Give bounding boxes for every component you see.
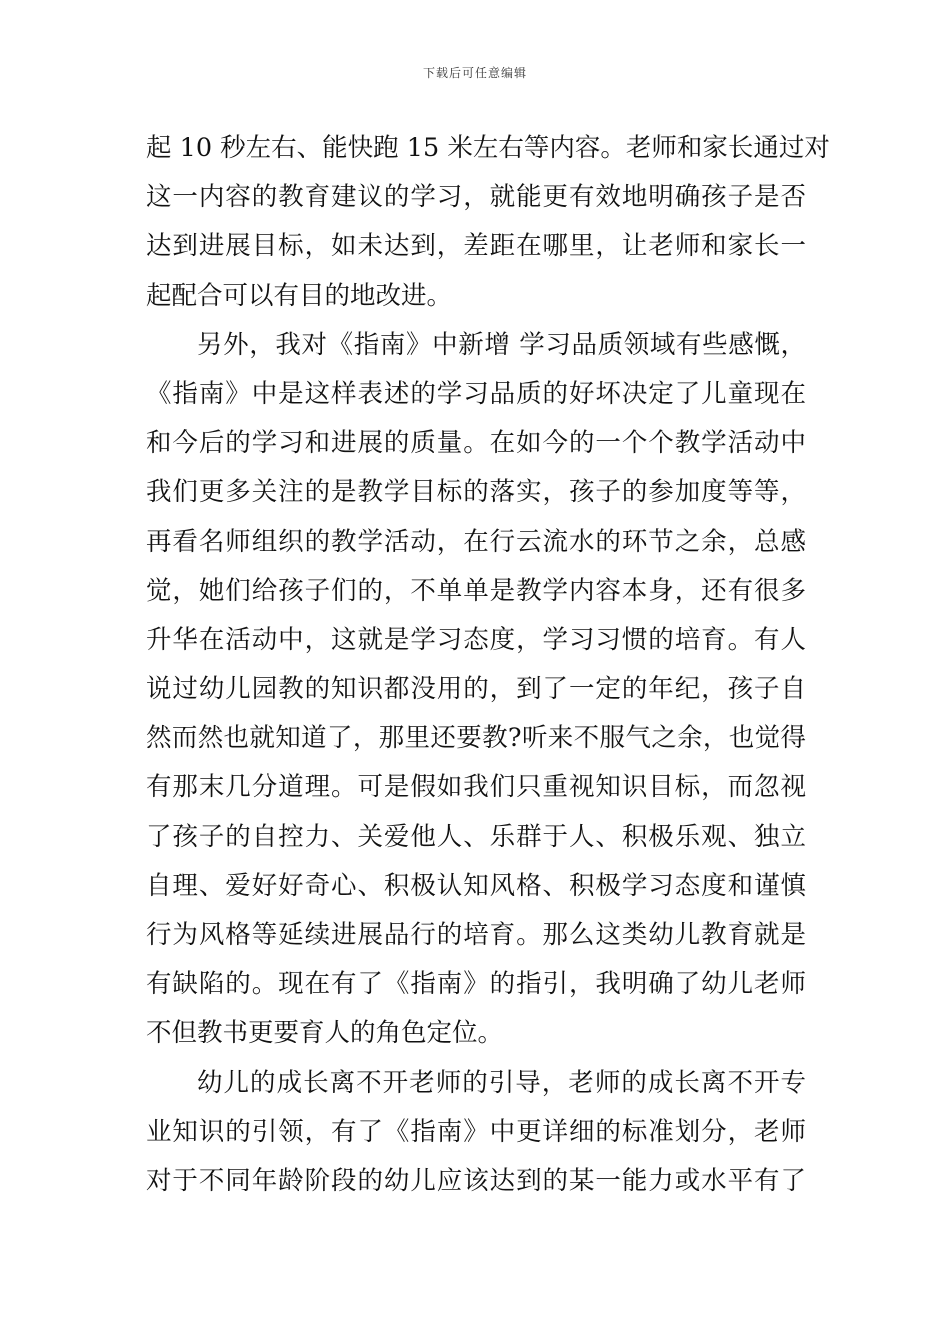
text-line: 有那末几分道理。可是假如我们只重视知识目标，而忽视 — [146, 772, 806, 803]
text-line: 觉，她们给孩子们的，不单单是教学内容本身，还有很多 — [146, 575, 806, 606]
text-line: 和今后的学习和进展的质量。在如今的一个个教学活动中 — [146, 428, 806, 459]
text-line: 我们更多关注的是教学目标的落实，孩子的参加度等等， — [146, 477, 806, 508]
text-line: 起 10 秒左右、能快跑 15 米左右等内容。老师和家长通过对 — [146, 133, 830, 163]
body-text — [146, 124, 830, 1206]
text-line: 不但教书更要育人的角色定位。 — [146, 1018, 504, 1049]
text-line: 达到进展目标，如未达到，差距在哪里，让老师和家长一 — [146, 231, 806, 262]
text-line: 另外，我对《指南》中新增 学习品质领域有些感慨， — [197, 329, 806, 360]
text-line: 《指南》中是这样表述的学习品质的好坏决定了儿童现在 — [146, 378, 806, 409]
text-line: 再看名师组织的教学活动，在行云流水的环节之余，总感 — [146, 526, 806, 557]
text-line: 这一内容的教育建议的学习，就能更有效地明确孩子是否 — [146, 182, 806, 213]
text-line: 升华在活动中，这就是学习态度，学习习惯的培育。有人 — [146, 624, 806, 655]
text-line: 说过幼儿园教的知识都没用的，到了一定的年纪，孩子自 — [146, 674, 806, 705]
text-line: 自理、爱好好奇心、积极认知风格、积极学习态度和谨慎 — [146, 870, 806, 901]
text-line: 幼儿的成长离不开老师的引导，老师的成长离不开专 — [197, 1067, 806, 1098]
text-line: 然而然也就知道了，那里还要教?听来不服气之余，也觉得 — [146, 723, 806, 754]
text-line: 有缺陷的。现在有了《指南》的指引，我明确了幼儿老师 — [146, 969, 806, 1000]
text-line: 行为风格等延续进展品行的培育。那么这类幼儿教育就是 — [146, 920, 806, 950]
text-line: 了孩子的自控力、关爱他人、乐群于人、积极乐观、独立 — [146, 821, 806, 852]
text-line: 对于不同年龄阶段的幼儿应该达到的某一能力或水平有了 — [146, 1165, 806, 1196]
text-line: 业知识的引领，有了《指南》中更详细的标准划分，老师 — [146, 1116, 806, 1147]
text-line: 起配合可以有目的地改进。 — [146, 280, 453, 311]
page-header: 下载后可任意编辑 — [422, 66, 527, 80]
